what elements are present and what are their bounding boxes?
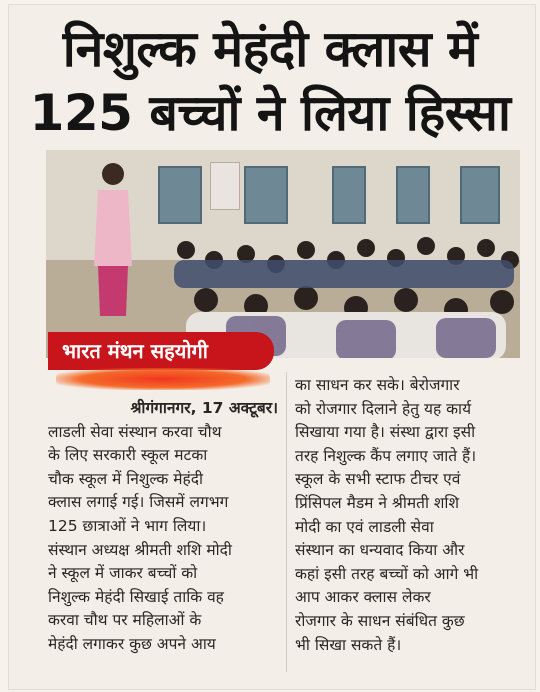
article-line: भी सिखा सकते हैं। (295, 635, 402, 654)
article-line: चौक स्कूल में निशुल्क मेहंदी (48, 469, 203, 488)
article-line: सिखाया गया है। संस्था द्वारा इसी (295, 423, 476, 442)
article-line: कहां इसी तरह बच्चों को आगे भी (295, 564, 479, 583)
photo-door (332, 166, 366, 224)
article-line: तरह निशुल्क कैंप लगाए जाते हैं। (295, 446, 477, 465)
article-line: प्रिंसिपल मैडम ने श्रीमती शशि (295, 493, 459, 512)
article-line: संस्थान अध्यक्ष श्रीमती शशि मोदी (48, 540, 232, 559)
article-line: मोदी का एवं लाडली सेवा (295, 517, 434, 536)
photo-door (396, 166, 430, 224)
article-line: आप आकर क्लास लेकर (295, 588, 431, 607)
teacher-figure (88, 156, 138, 326)
article-line: के लिए सरकारी स्कूल मटका (48, 446, 208, 465)
article-line: संस्थान का धन्यवाद किया और (295, 541, 465, 560)
article-line: लाडली सेवा संस्थान करवा चौथ (48, 422, 222, 441)
photo-door (460, 166, 500, 224)
article-column-right (295, 374, 525, 657)
news-photo (46, 150, 520, 358)
article-line: 125 छात्राओं ने भाग लिया। (48, 516, 207, 535)
photo-poster (210, 162, 240, 210)
headline-line-2: 125 बच्चों ने लिया हिस्सा (29, 84, 511, 142)
photo-door (158, 166, 202, 224)
article-column-left (48, 397, 278, 657)
article-line: करवा चौथ पर महिलाओं के (48, 611, 202, 630)
article-line: निशुल्क मेहंदी सिखाई ताकि वह (48, 587, 224, 606)
column-divider (286, 372, 287, 672)
photo-door (244, 166, 288, 224)
article-line: का साधन कर सके। बेरोजगार (295, 376, 460, 394)
article-line: ने स्कूल में जाकर बच्चों को (48, 564, 198, 583)
article-line: मेहंदी लगाकर कुछ अपने आय (48, 634, 216, 653)
article-line: रोजगार के साधन संबंधित कुछ (295, 611, 465, 630)
redaction-mark (56, 368, 270, 390)
headline-line-1: निशुल्क मेहंदी क्लास में (62, 20, 478, 78)
dateline: श्रीगंगानगर, 17 अक्टूबर। (130, 399, 278, 417)
article-line: क्लास लगाई गई। जिसमें लगभग (48, 493, 229, 512)
article-line: को रोजगार दिलाने हेतु यह कार्य (295, 399, 472, 418)
source-banner: भारत मंथन सहयोगी (48, 332, 274, 370)
article-line: स्कूल के सभी स्टाफ टीचर एवं (295, 470, 461, 489)
